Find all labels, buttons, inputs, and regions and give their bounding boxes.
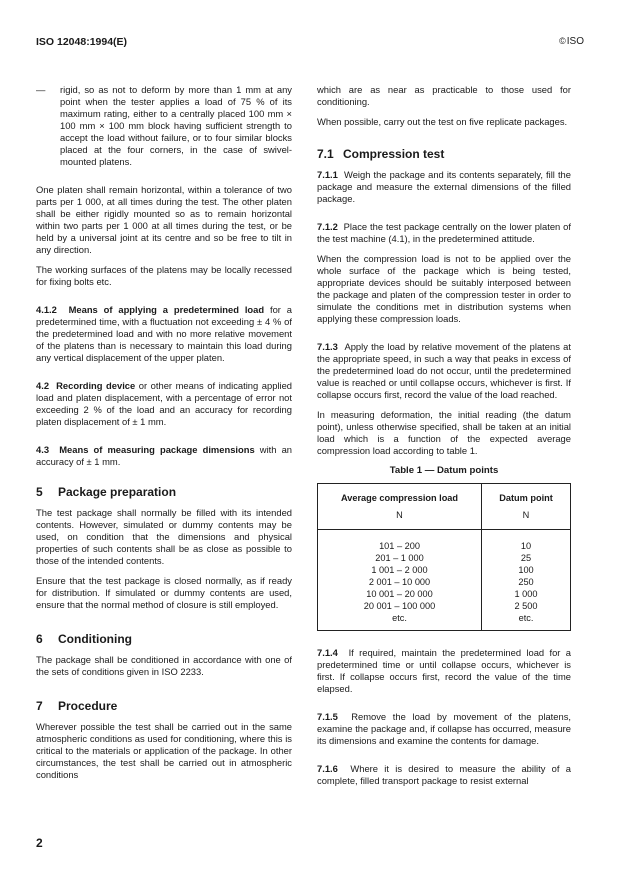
table-row <box>318 588 571 600</box>
load-cell: 201 – 1 000 <box>318 552 482 564</box>
column-header: Datum point <box>499 493 553 503</box>
section-title: Conditioning <box>58 632 132 646</box>
datum-cell: 250 <box>518 577 534 587</box>
table-row <box>318 600 571 612</box>
section-number: 7 <box>36 699 43 713</box>
section-title: Procedure <box>58 699 118 713</box>
load-cell: 20 001 – 100 000 <box>318 600 482 612</box>
section-heading-7-1 <box>317 148 571 160</box>
clause-7-1-1 <box>317 169 571 205</box>
datum-cell: etc. <box>518 613 534 623</box>
paragraph: The working surfaces of the platens may be locally recessed for fixing bolts etc. <box>36 264 292 287</box>
paragraph: When possible, carry out the test on five replicate packages. <box>317 116 568 127</box>
clause-text: for a predetermined time, with a fluctuation not exceeding ± 4 % of the predetermined load and with no more relative movement of the platens than is necessary to maintain this load during any vertical displacement of the upper platen. <box>36 304 293 363</box>
clause-number: 7.1.1 <box>317 169 338 180</box>
clause-text: Place the test package centrally on the lower platen of the test machine (4.1), in the predetermined attitude. <box>317 221 571 244</box>
clause-text: with an accuracy of ± 1 mm. <box>36 444 292 467</box>
dash-bullet: — <box>36 84 46 95</box>
clause-7-1-5 <box>317 711 571 747</box>
publisher-label <box>559 36 584 47</box>
table-row <box>318 564 571 576</box>
list-item <box>36 84 292 168</box>
page-number: 2 <box>36 836 43 850</box>
datum-points-table <box>317 483 571 631</box>
column-header: Average compression load <box>318 484 482 507</box>
clause-7-1-3 <box>317 341 571 401</box>
section-number: 5 <box>36 485 43 499</box>
table-caption: Table 1 — Datum points <box>389 465 499 476</box>
table-row <box>318 576 571 588</box>
clause-4-1-2 <box>36 304 292 364</box>
clause-text: If required, maintain the predetermined load for a predetermined time or until collapse occurs, whichever is first. If collapse occurs first, record the value of the time elapsed. <box>317 647 571 694</box>
clause-text: or other means of indicating applied load and platen displacement, with a percentage of error not exceeding 2 % of the load and an accuracy for recording platen displacement of ± 1 mm. <box>36 380 292 427</box>
clause-title: Means of applying a predetermined load <box>68 304 265 315</box>
right-column <box>317 84 571 795</box>
paragraph: Wherever possible the test shall be carried out in the same atmospheric conditions as used for conditioning, where this is critical to the materials or application of the package. In other circumstances, the test shall be carried out in atmospheric conditions <box>36 721 292 780</box>
clause-7-1-6 <box>317 763 571 787</box>
paragraph: which are as near as practicable to those used for conditioning. <box>317 84 571 107</box>
table-header-row <box>318 484 571 507</box>
load-cell: 1 001 – 2 000 <box>318 564 482 576</box>
clause-number: 4.1.2 <box>36 304 57 315</box>
load-cell: 10 001 – 20 000 <box>318 588 482 600</box>
clause-number: 7.1.4 <box>317 647 338 658</box>
unit-cell: N <box>318 506 482 530</box>
paragraph: Ensure that the test package is closed normally, as if ready for distribution. If simulated or dummy contents are used, ensure that the normal method of closure is still employed. <box>36 575 292 610</box>
publisher-name: ISO <box>566 36 584 47</box>
clause-number: 7.1.6 <box>317 763 338 774</box>
clause-7-1-2 <box>317 221 571 245</box>
clause-number: 7.1.3 <box>317 341 338 352</box>
section-number: 6 <box>36 632 43 646</box>
load-cell: 101 – 200 <box>318 530 482 553</box>
table-row <box>318 530 571 553</box>
section-heading-7 <box>36 700 292 712</box>
copyright-icon: © <box>559 36 566 46</box>
paragraph: In measuring deformation, the initial reading (the datum point), unless otherwise specified, shall be taken at an initial load which is a function of the expected average compression load according to table 1. <box>317 409 571 456</box>
clause-number: 4.3 <box>36 444 50 455</box>
datum-cell: 10 <box>520 541 532 551</box>
list-item-text: rigid, so as not to deform by more than 1 mm at any point when the tester applies a load of 75 % of its maximum rating, either to a centrally placed 100 mm × 100 mm × 100 mm block having sufficient strength to accept the load without failure, or to four similar blocks placed at the four corners, in the case of swivel-mounted platens. <box>60 84 292 167</box>
clause-4-3 <box>36 444 292 468</box>
paragraph: One platen shall remain horizontal, within a tolerance of two parts per 1 000, at all times during the test. The other platen shall be either rigidly mounted so as to remain horizontal within two parts per 1 000 at all times during the test, or be held by a universal joint at its centre and so be free to tilt in any direction. <box>36 184 292 255</box>
load-cell: etc. <box>318 612 482 631</box>
clause-number: 7.1.5 <box>317 711 338 722</box>
paragraph: The package shall be conditioned in accordance with one of the sets of conditions given in ISO 2233. <box>36 654 292 677</box>
table-units-row <box>318 506 571 530</box>
page-header <box>36 36 584 52</box>
clause-number: 4.2 <box>36 380 50 391</box>
table-row <box>318 612 571 631</box>
paragraph: The test package shall normally be filled with its intended contents. However, simulated or dummy contents may be used, on condition that the dimensions and physical properties of such contents shall be as close as possible to those of the intended contents. <box>36 507 292 566</box>
clause-4-2 <box>36 380 292 428</box>
section-number: 7.1 <box>317 147 334 161</box>
section-heading-6 <box>36 633 292 645</box>
section-title: Compression test <box>343 147 445 161</box>
clause-7-1-4 <box>317 647 571 695</box>
paragraph: When the compression load is not to be applied over the whole surface of the package which is being tested, appropriate devices should be suitably interposed between the package and platen of the compression tester in order to simulate the conditions met in distribution systems when applying these compression loads. <box>317 253 571 324</box>
left-column <box>36 84 292 789</box>
load-cell: 2 001 – 10 000 <box>318 576 482 588</box>
section-title: Package preparation <box>58 485 177 499</box>
section-heading-5 <box>36 486 292 498</box>
datum-cell: 100 <box>518 565 534 575</box>
datum-cell: 25 <box>520 553 532 563</box>
clause-text: Remove the load by movement of the platens, examine the package and, if collapse has occurred, measure its dimensions and examine the contents for damage. <box>317 711 571 746</box>
table-row <box>318 552 571 564</box>
clause-text: Apply the load by relative movement of the platens at the appropriate speed, in such a way that peaks in excess of the predetermined load do not occur, until the predetermined value is reached or until collapse occurs, whichever is first. If collapse occurs first, record the value of the load reached. <box>317 341 571 400</box>
clause-title: Means of measuring package dimensions <box>59 444 255 455</box>
clause-number: 7.1.2 <box>317 221 338 232</box>
clause-text: Where it is desired to measure the ability of a complete, filled transport package to resist external <box>317 763 571 786</box>
unit-cell: N <box>482 506 571 530</box>
clause-text: Weigh the package and its contents separately, fill the package and measure the external dimensions of the filled package. <box>317 169 571 204</box>
clause-title: Recording device <box>56 380 136 391</box>
datum-cell: 1 000 <box>514 589 538 599</box>
document-id: ISO 12048:1994(E) <box>36 36 128 48</box>
datum-cell: 2 500 <box>514 601 538 611</box>
